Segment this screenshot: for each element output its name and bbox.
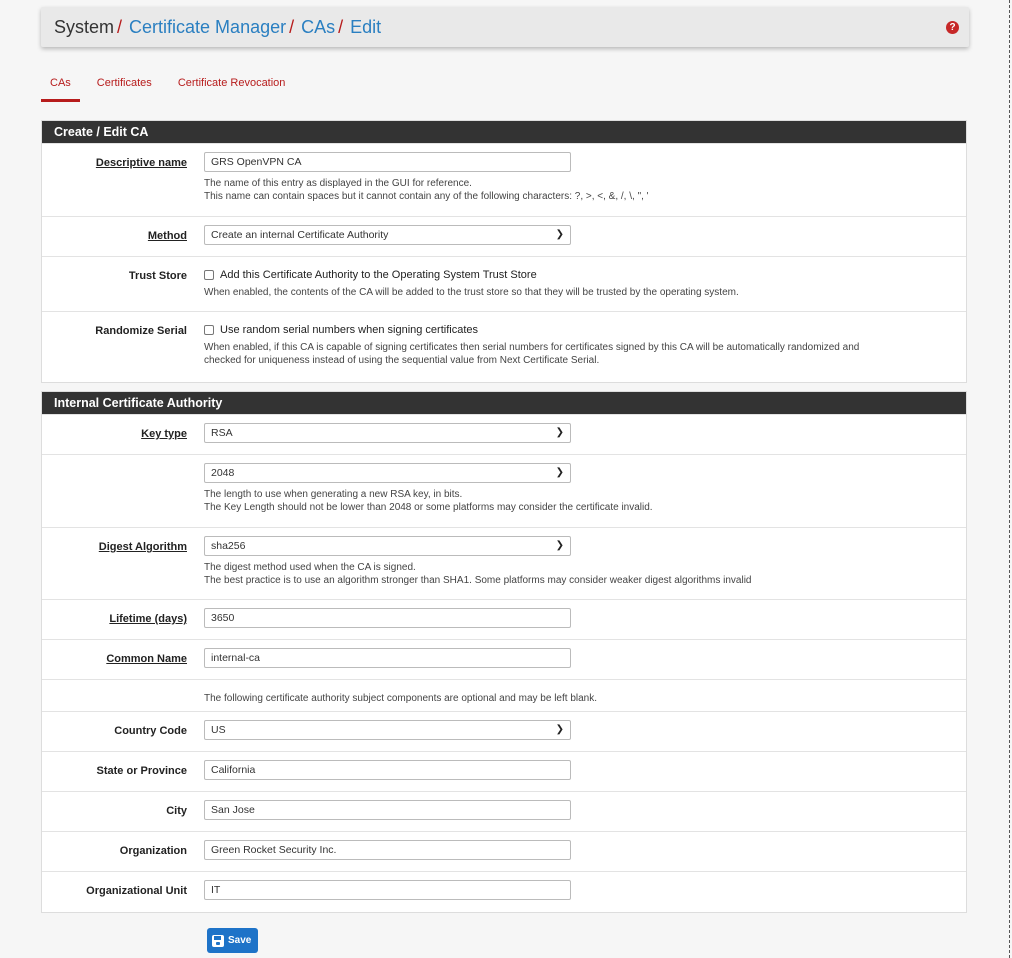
tab-certificate-revocation[interactable]: Certificate Revocation [177,77,286,89]
breadcrumb-cas[interactable]: CAs [301,16,336,37]
row-optional-note [42,679,966,711]
label-common-name: Common Name [106,653,187,665]
row-org-unit [42,871,966,911]
digest-value: sha256 [211,540,246,552]
help-text [204,341,859,367]
tab-bar [41,74,302,102]
help-line: The best practice is to use an algorithm stronger than SHA1. Some platforms may consider weaker digest algorithms invalid [204,575,752,586]
row-trust-store [42,256,966,311]
row-city [42,791,966,831]
floppy-icon [212,935,224,947]
breadcrumb-sep: / [289,16,295,37]
label-key-length [42,455,187,527]
trust-store-checkbox-label[interactable]: Add this Certificate Authority to the Operating System Trust Store [220,269,537,281]
help-line: checked for uniqueness instead of using the sequential value from Next Certificate Serial. [204,355,600,366]
label-state: State or Province [96,765,187,777]
chevron-down-icon: ❯ [555,229,564,240]
help-line: This name can contain spaces but it cannot contain any of the following characters: ?, >, <, &, /, \, ", ' [204,191,649,202]
row-country [42,711,966,751]
label-lifetime: Lifetime (days) [109,613,187,625]
label-empty [42,680,187,711]
city-input[interactable]: San Jose [204,800,571,820]
breadcrumb-system: System [54,16,115,37]
label-city: City [166,805,187,817]
row-key-length [42,454,966,527]
row-descriptive-name [42,143,966,216]
descriptive-name-input[interactable]: GRS OpenVPN CA [204,152,571,172]
chevron-down-icon: ❯ [555,724,564,735]
window-edge [1009,0,1010,958]
randomize-serial-checkbox-label[interactable]: Use random serial numbers when signing certificates [220,324,479,336]
label-key-type: Key type [141,428,187,440]
panel-create-edit-ca [41,120,967,383]
row-lifetime [42,599,966,639]
key-type-select[interactable] [204,423,571,443]
help-line: The Key Length should not be lower than 2048 or some platforms may consider the certificate invalid. [204,502,653,513]
row-state [42,751,966,791]
row-method [42,216,966,256]
method-value: Create an internal Certificate Authority [211,229,389,241]
key-length-select[interactable] [204,463,571,483]
tab-certificates[interactable]: Certificates [96,77,152,89]
country-value: US [211,724,226,736]
row-common-name [42,639,966,679]
label-randomize-serial: Randomize Serial [95,325,187,337]
breadcrumb [41,7,969,47]
trust-store-checkbox[interactable] [204,270,214,280]
help-line: The length to use when generating a new RSA key, in bits. [204,489,463,500]
help-line: The name of this entry as displayed in the GUI for reference. [204,178,472,189]
save-label: Save [228,935,252,946]
breadcrumb-edit[interactable]: Edit [350,16,382,37]
help-text [204,177,649,203]
breadcrumb-sep: / [117,16,123,37]
breadcrumb-certificate-manager[interactable]: Certificate Manager [129,16,287,37]
chevron-down-icon: ❯ [555,540,564,551]
label-descriptive-name: Descriptive name [95,157,187,169]
help-text [204,561,751,587]
panel-internal-ca [41,391,967,913]
help-line: The digest method used when the CA is signed. [204,562,416,573]
common-name-input[interactable]: internal-ca [204,648,571,668]
row-digest-algorithm [42,527,966,599]
panel-title: Create / Edit CA [42,121,966,143]
breadcrumb-sep: / [338,16,344,37]
row-key-type [42,414,966,454]
help-line: When enabled, if this CA is capable of signing certificates then serial numbers for certificates signed by this CA will be automatically randomized and [204,342,860,353]
help-text [204,488,653,514]
save-button[interactable] [207,928,258,953]
panel-title: Internal Certificate Authority [42,392,966,414]
country-select[interactable] [204,720,571,740]
row-randomize-serial [42,311,966,383]
key-type-value: RSA [211,427,233,439]
digest-select[interactable] [204,536,571,556]
label-org-unit: Organizational Unit [86,885,187,897]
tab-cas[interactable]: CAs [41,74,80,102]
chevron-down-icon: ❯ [555,467,564,478]
row-organization [42,831,966,871]
state-input[interactable]: California [204,760,571,780]
randomize-serial-checkbox[interactable] [204,325,214,335]
label-organization: Organization [119,845,187,857]
lifetime-input[interactable]: 3650 [204,608,571,628]
optional-note: The following certificate authority subject components are optional and may be left blank. [204,693,597,704]
label-digest-algorithm: Digest Algorithm [98,541,187,553]
method-select[interactable] [204,225,571,245]
key-length-value: 2048 [211,467,235,479]
label-country: Country Code [114,725,187,737]
chevron-down-icon: ❯ [555,427,564,438]
help-text: When enabled, the contents of the CA will be added to the trust store so that they will be trusted by the operating system. [204,287,739,298]
org-unit-input[interactable]: IT [204,880,571,900]
question-circle-icon[interactable]: ? [946,21,959,34]
label-method: Method [147,230,187,242]
organization-input[interactable]: Green Rocket Security Inc. [204,840,571,860]
label-trust-store: Trust Store [128,270,187,282]
